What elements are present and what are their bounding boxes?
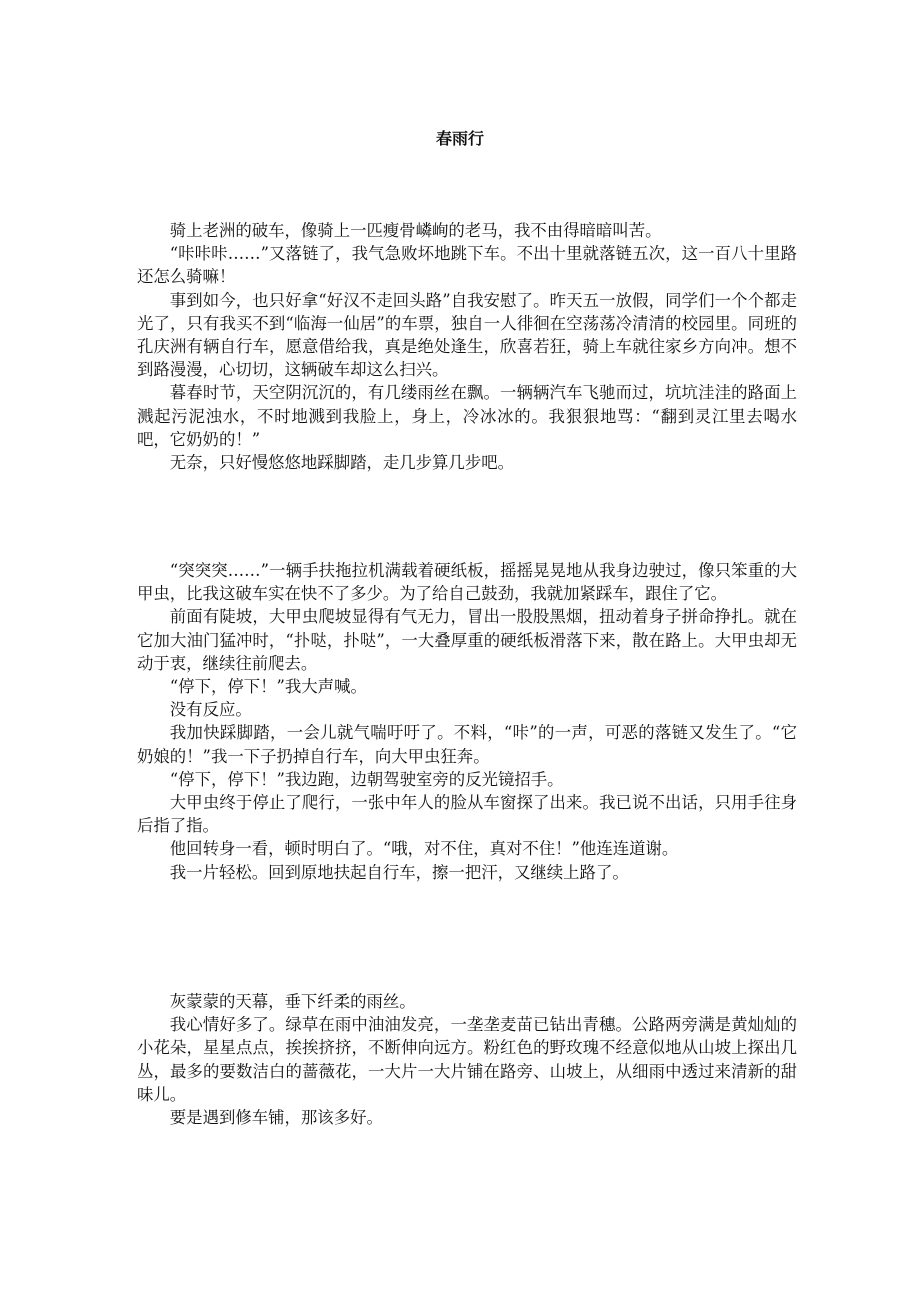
paragraph: “停下，停下！”我大声喊。 [169,677,367,697]
paragraph: 前面有陡坡，大甲虫爬坡显得有气无力，冒出一股股黑烟，扭动着身子拼命挣扎。就在它加大油门猛冲时，“扑哒，扑哒”，一大叠厚重的硬纸板滑落下来，散在路上。大甲虫却无动于衷，继续往前爬去。 [137,607,797,673]
paragraph: 我加快踩脚踏，一会儿就气喘吁吁了。不料，“咔”的一声，可恶的落链又发生了。“它奶娘的！”我一下子扔掉自行车，向大甲虫狂奔。 [137,723,797,766]
paragraph: 我心情好多了。绿草在雨中油油发亮，一垄垄麦苗已钻出青穗。公路两旁满是黄灿灿的小花朵，星星点点，挨挨挤挤，不断伸向远方。粉红色的野玫瑰不经意似地从山坡上探出几丛，最多的要数洁白的蔷薇花，一大片一大片铺在路旁、山坡上，从细雨中透过来清新的甜味儿。 [137,1015,797,1104]
paragraph: 暮春时节，天空阴沉沉的，有几缕雨丝在飘。一辆辆汽车飞驰而过，坑坑洼洼的路面上溅起污泥浊水，不时地溅到我脸上，身上，冷冰冰的。我狠狠地骂：“翻到灵江里去喝水吧，它奶奶的！” [137,383,797,449]
paragraph: 无奈，只好慢悠悠地踩脚踏，走几步算几步吧。 [169,453,514,473]
paragraph: “咔咔咔……”又落链了，我气急败坏地跳下车。不出十里就落链五次，这一百八十里路还怎么骑嘛！ [137,244,797,287]
paragraph: 要是遇到修车铺，那该多好。 [169,1108,383,1128]
paragraph: 大甲虫终于停止了爬行，一张中年人的脸从车窗探了出来。我已说不出话，只用手往身后指了指。 [137,793,797,836]
section-3 [137,990,797,1129]
paragraph: 没有反应。 [169,700,252,720]
section-2 [137,559,797,884]
paragraph: 我一片轻松。回到原地扶起自行车，擦一把汗，又继续上路了。 [169,862,629,882]
paragraph: “突突突……”一辆手扶拖拉机满载着硬纸板，摇摇晃晃地从我身边驶过，像只笨重的大甲虫，比我这破车实在快不了多少。为了给自己鼓劲，我就加紧踩车，跟住了它。 [137,561,797,604]
paragraph: “停下，停下！”我边跑，边朝驾驶室旁的反光镜招手。 [169,769,564,789]
section-1 [137,219,797,474]
paragraph: 灰蒙蒙的天幕，垂下纤柔的雨丝。 [169,992,416,1011]
paragraph: 事到如今，也只好拿“好汉不走回头路”自我安慰了。昨天五一放假，同学们一个个都走光了，只有我买不到“临海一仙居”的车票，独自一人徘徊在空荡荡冷清清的校园里。同班的孔庆洲有辆自行车，愿意借给我，真是绝处逢生，欣喜若狂，骑上车就往家乡方向冲。想不到路漫漫，心切切，这辆破车却这么扫兴。 [137,290,797,380]
page-title: 春雨行 [435,129,484,148]
paragraph: 他回转身一看，顿时明白了。“哦，对不住，真对不住！”他连连道谢。 [169,839,679,859]
paragraph: 骑上老洲的破车，像骑上一匹瘦骨嶙峋的老马，我不由得暗暗叫苦。 [169,221,662,240]
